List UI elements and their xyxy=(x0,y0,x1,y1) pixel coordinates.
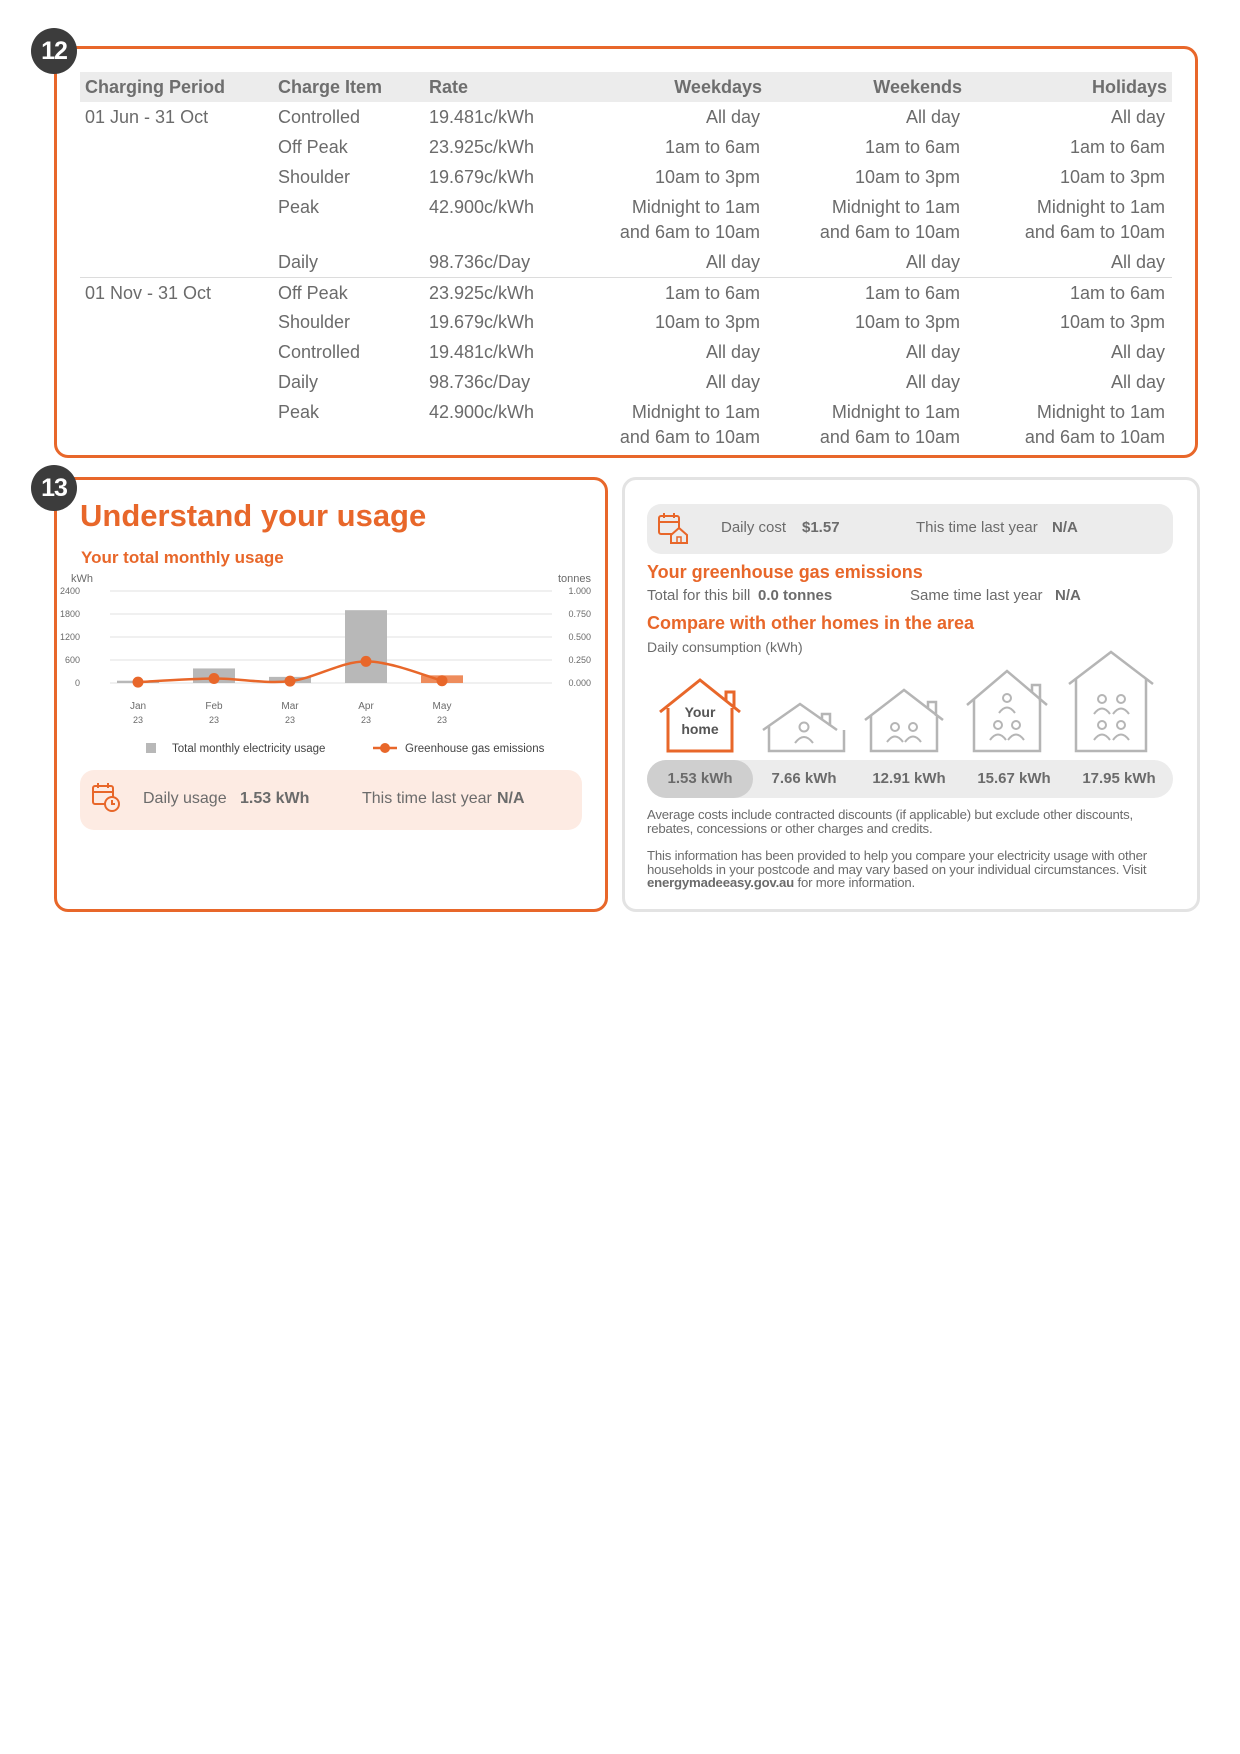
note-information-text: This information has been provided to help you compare your electricity usage with other households in your postcode and may vary based on your individual circumstances. Visit xyxy=(647,848,1147,877)
weekends-cell xyxy=(767,102,967,132)
charging-period-cell xyxy=(80,337,273,367)
header-rate: Rate xyxy=(424,72,564,102)
weekends-cell xyxy=(767,307,967,337)
weekends-line: 1am to 6am xyxy=(864,137,960,157)
holidays-line: and 6am to 10am xyxy=(1024,222,1165,242)
weekends-cell xyxy=(767,367,967,397)
weekdays-cell xyxy=(564,367,767,397)
y2-tick-label: 1.000 xyxy=(568,586,591,596)
weekdays-cell xyxy=(564,337,767,367)
holidays-cell xyxy=(967,102,1172,132)
y2-axis-label: tonnes xyxy=(557,573,591,585)
weekends-cell xyxy=(767,247,967,277)
charging-period-cell xyxy=(80,367,273,397)
charge-item-cell: Off Peak xyxy=(278,137,348,157)
charging-period-cell xyxy=(80,162,273,192)
daily-cost-bar xyxy=(647,504,1173,554)
weekdays-cell xyxy=(564,132,767,162)
weekdays-line: and 6am to 10am xyxy=(619,222,760,242)
ghg-same-time-value: N/A xyxy=(1055,587,1081,604)
calendar-clock-icon xyxy=(91,781,121,813)
charge-item-cell: Peak xyxy=(278,197,320,217)
weekends-cell xyxy=(767,132,967,162)
holidays-cell xyxy=(967,132,1172,162)
x-tick-label: Apr xyxy=(358,701,374,712)
weekdays-cell xyxy=(564,192,767,247)
weekends-line: All day xyxy=(905,342,960,362)
weekdays-line: 10am to 3pm xyxy=(654,312,760,332)
usage-last-year-value: N/A xyxy=(497,790,525,807)
daily-cost-value: $1.57 xyxy=(802,519,840,536)
weekdays-cell xyxy=(564,397,767,452)
header-weekdays: Weekdays xyxy=(564,72,767,102)
note-information-end: for more information. xyxy=(797,875,915,890)
weekdays-line: All day xyxy=(705,342,760,362)
weekdays-line: 1am to 6am xyxy=(664,137,760,157)
tariff-row xyxy=(80,277,1172,307)
header-charging-period: Charging Period xyxy=(80,72,273,102)
y2-tick-label: 0.750 xyxy=(568,609,591,619)
rate-cell: 98.736c/Day xyxy=(429,372,531,392)
house-3-people-icon xyxy=(964,667,1052,754)
usage-subtitle: Your total monthly usage xyxy=(81,548,284,567)
rate-cell: 98.736c/Day xyxy=(429,252,531,272)
house-1-person-icon xyxy=(760,700,848,754)
ghg-total-label: Total for this bill xyxy=(647,587,751,604)
usage-chart xyxy=(60,568,600,768)
tariff-row xyxy=(80,247,1172,277)
x-tick-year: 23 xyxy=(208,715,220,725)
tariff-row xyxy=(80,367,1172,397)
tariff-row xyxy=(80,397,1172,452)
holidays-cell xyxy=(967,397,1172,452)
weekends-line: All day xyxy=(905,107,960,127)
x-tick-label: May xyxy=(432,701,452,712)
calendar-home-icon xyxy=(657,511,689,545)
holidays-cell xyxy=(967,247,1172,277)
weekends-line: All day xyxy=(905,252,960,272)
holidays-cell xyxy=(967,307,1172,337)
rate-cell: 19.679c/kWh xyxy=(429,167,535,187)
holidays-line: All day xyxy=(1110,342,1165,362)
rate-cell: 42.900c/kWh xyxy=(429,402,535,422)
weekdays-line: and 6am to 10am xyxy=(619,427,760,447)
y-tick-label: 1200 xyxy=(60,632,80,642)
tariff-table xyxy=(80,72,1172,452)
x-tick-year: 23 xyxy=(284,715,296,725)
weekends-cell xyxy=(767,277,967,307)
ghg-total-value: 0.0 tonnes xyxy=(758,587,833,604)
tariff-row xyxy=(80,162,1172,192)
x-tick-year: 23 xyxy=(436,715,448,725)
home-value-4: 17.95 kWh xyxy=(1082,770,1156,787)
emissions-point xyxy=(209,673,220,684)
rate-cell: 42.900c/kWh xyxy=(429,197,535,217)
weekdays-cell xyxy=(564,247,767,277)
your-home-label-2: home xyxy=(681,721,719,737)
house-4-people-icon xyxy=(1066,648,1158,754)
weekends-line: Midnight to 1am xyxy=(831,197,960,217)
charging-period-cell xyxy=(80,192,273,247)
weekdays-line: 10am to 3pm xyxy=(654,167,760,187)
rate-cell: 19.481c/kWh xyxy=(429,342,535,362)
holidays-line: 10am to 3pm xyxy=(1059,167,1165,187)
energymadeeasy-link[interactable]: energymadeeasy.gov.au xyxy=(647,875,795,890)
charge-item-cell: Daily xyxy=(278,372,319,392)
rate-cell: 23.925c/kWh xyxy=(424,277,564,307)
note-information xyxy=(647,849,1177,890)
x-tick-label: Jan xyxy=(129,701,147,712)
cost-last-year-value: N/A xyxy=(1052,519,1078,536)
weekends-line: and 6am to 10am xyxy=(819,222,960,242)
emissions-point xyxy=(133,677,144,688)
holidays-line: All day xyxy=(1110,252,1165,272)
weekdays-line: Midnight to 1am xyxy=(631,402,760,422)
charging-period-cell: 01 Nov - 31 Oct xyxy=(80,277,273,307)
section-12-badge: 12 xyxy=(31,28,77,74)
holidays-line: 1am to 6am xyxy=(1069,137,1165,157)
rate-cell: 19.481c/kWh xyxy=(429,107,535,127)
holidays-cell xyxy=(967,192,1172,247)
y2-tick-label: 0.250 xyxy=(568,655,591,665)
weekdays-cell xyxy=(564,307,767,337)
weekdays-line: All day xyxy=(705,372,760,392)
charge-item-cell: Controlled xyxy=(278,342,361,362)
usage-bar xyxy=(345,610,387,683)
weekends-cell xyxy=(767,162,967,192)
note-average-costs: Average costs include contracted discounts (if applicable) but exclude other discounts, rebates, concessions or other charges and credits. xyxy=(647,807,1133,836)
tariff-row xyxy=(80,132,1172,162)
legend-emissions-label: Greenhouse gas emissions xyxy=(405,743,545,755)
emissions-point xyxy=(285,676,296,687)
daily-usage-value: 1.53 kWh xyxy=(240,790,310,807)
rate-cell: 23.925c/kWh xyxy=(429,137,535,157)
holidays-line: and 6am to 10am xyxy=(1024,427,1165,447)
daily-usage-bar xyxy=(80,770,582,830)
weekdays-cell xyxy=(564,102,767,132)
weekdays-line: 1am to 6am xyxy=(664,282,760,303)
charge-item-cell: Shoulder xyxy=(278,167,351,187)
holidays-line: All day xyxy=(1110,107,1165,127)
weekends-line: 1am to 6am xyxy=(864,282,960,303)
charge-item-cell: Daily xyxy=(278,252,319,272)
weekends-line: 10am to 3pm xyxy=(854,167,960,187)
home-value-0: 1.53 kWh xyxy=(667,770,733,787)
holidays-line: All day xyxy=(1110,372,1165,392)
y-tick-label: 1800 xyxy=(60,609,80,619)
legend-emissions-dot xyxy=(380,743,390,753)
emissions-point xyxy=(361,656,372,667)
header-holidays: Holidays xyxy=(967,72,1172,102)
usage-last-year-label: This time last year xyxy=(362,790,492,807)
x-tick-year: 23 xyxy=(132,715,144,725)
weekends-cell xyxy=(767,337,967,367)
charging-period-cell: 01 Jun - 31 Oct xyxy=(85,107,209,127)
holidays-cell xyxy=(967,162,1172,192)
tariff-header-row xyxy=(80,72,1172,102)
your-home-label-1: Your xyxy=(684,704,716,720)
holidays-line: 10am to 3pm xyxy=(1059,312,1165,332)
weekends-line: All day xyxy=(905,372,960,392)
header-weekends: Weekends xyxy=(767,72,967,102)
charge-item-cell: Shoulder xyxy=(278,312,351,332)
weekdays-cell xyxy=(564,162,767,192)
home-value-2: 12.91 kWh xyxy=(872,770,946,787)
charging-period-cell xyxy=(80,132,273,162)
holidays-line: Midnight to 1am xyxy=(1036,197,1165,217)
y-tick-label: 2400 xyxy=(60,586,80,596)
ghg-same-time-label: Same time last year xyxy=(910,587,1043,604)
home-value-3: 15.67 kWh xyxy=(977,770,1051,787)
rate-cell: 19.679c/kWh xyxy=(429,312,535,332)
weekends-line: Midnight to 1am xyxy=(831,402,960,422)
section-13-badge: 13 xyxy=(31,465,77,511)
tariff-row xyxy=(80,307,1172,337)
daily-consumption-label: Daily consumption (kWh) xyxy=(647,639,803,655)
x-tick-label: Feb xyxy=(205,701,223,712)
y-tick-label: 0 xyxy=(74,678,80,688)
ghg-heading: Your greenhouse gas emissions xyxy=(647,562,923,582)
weekdays-cell xyxy=(564,277,767,307)
emissions-point xyxy=(437,675,448,686)
compare-heading: Compare with other homes in the area xyxy=(647,613,975,633)
weekdays-line: All day xyxy=(705,252,760,272)
charging-period-cell xyxy=(80,247,273,277)
charging-period-cell xyxy=(80,397,273,452)
weekends-line: 10am to 3pm xyxy=(854,312,960,332)
holidays-cell xyxy=(967,277,1172,307)
charging-period-cell xyxy=(80,307,273,337)
charge-item-cell: Controlled xyxy=(278,107,361,127)
holidays-line: Midnight to 1am xyxy=(1036,402,1165,422)
y-axis-label: kWh xyxy=(71,573,93,585)
usage-title: Understand your usage xyxy=(80,498,427,533)
weekends-cell xyxy=(767,192,967,247)
weekdays-line: All day xyxy=(705,107,760,127)
header-charge-item: Charge Item xyxy=(273,72,424,102)
holidays-cell xyxy=(967,337,1172,367)
daily-cost-label: Daily cost xyxy=(721,519,787,536)
charge-item-cell: Peak xyxy=(278,402,320,422)
home-value-1: 7.66 kWh xyxy=(771,770,837,787)
holidays-line: 1am to 6am xyxy=(1069,282,1165,303)
cost-last-year-label: This time last year xyxy=(916,519,1038,536)
weekends-line: and 6am to 10am xyxy=(819,427,960,447)
charge-item-cell: Off Peak xyxy=(273,277,424,307)
daily-usage-label: Daily usage xyxy=(143,790,227,807)
chart-legend xyxy=(146,743,545,755)
house-2-people-icon xyxy=(862,686,950,754)
y-tick-label: 600 xyxy=(64,655,80,665)
holidays-cell xyxy=(967,367,1172,397)
tariff-row xyxy=(80,337,1172,367)
tariff-row xyxy=(80,102,1172,132)
y2-tick-label: 0.500 xyxy=(568,632,591,642)
legend-usage-swatch xyxy=(146,743,156,753)
y2-tick-label: 0.000 xyxy=(568,678,591,688)
x-tick-label: Mar xyxy=(281,701,299,712)
tariff-row xyxy=(80,192,1172,247)
legend-usage-label: Total monthly electricity usage xyxy=(172,743,326,755)
weekends-cell xyxy=(767,397,967,452)
x-tick-year: 23 xyxy=(360,715,372,725)
weekdays-line: Midnight to 1am xyxy=(631,197,760,217)
